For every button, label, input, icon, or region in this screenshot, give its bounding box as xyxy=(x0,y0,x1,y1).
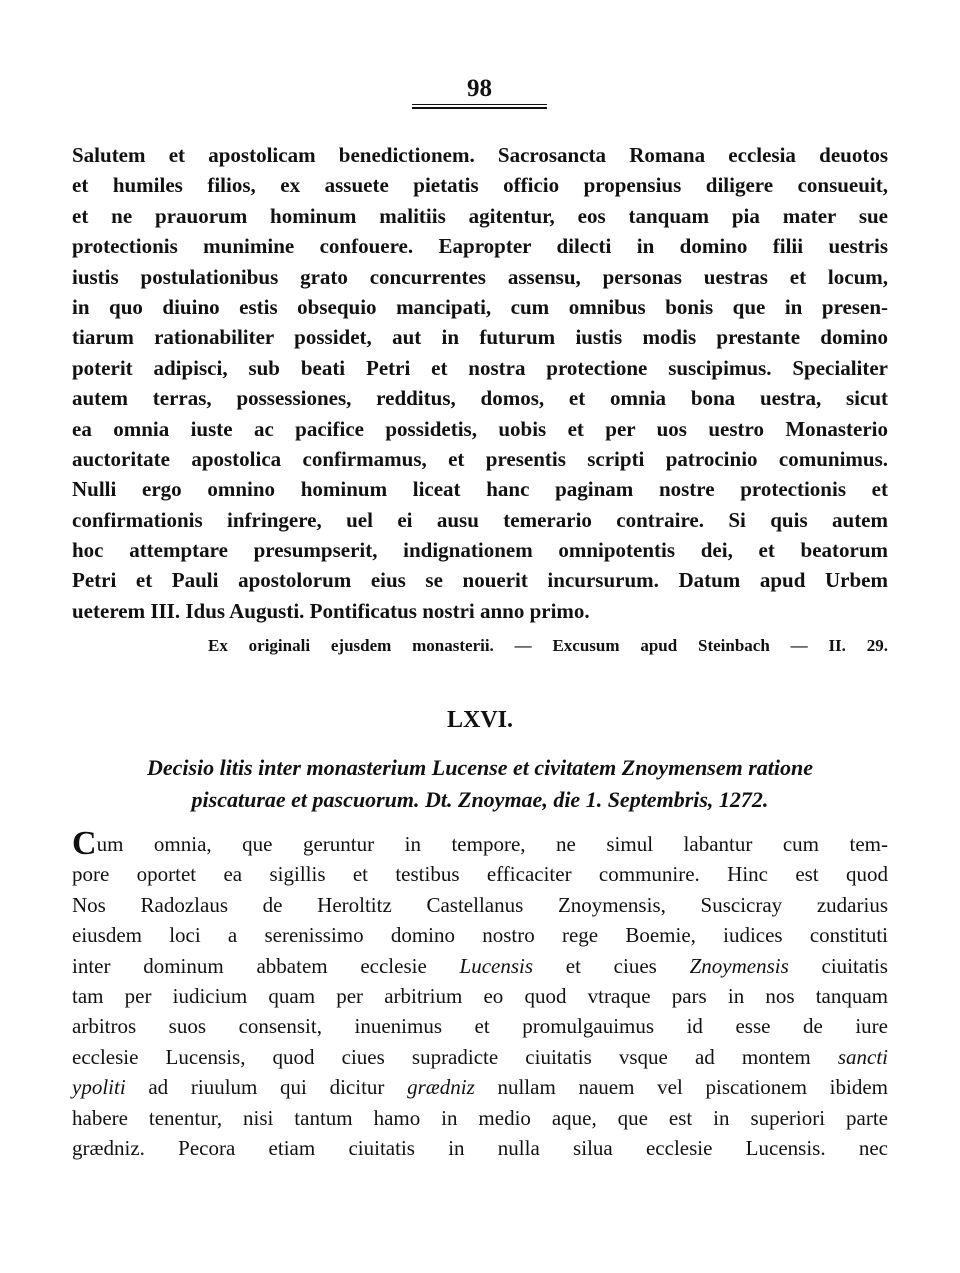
header-rule-thick xyxy=(412,107,547,109)
text-line: Nulli ergo omnino hominum liceat hanc paginam nostre protectionis et xyxy=(72,477,888,502)
text-line: protectionis munimine confouere. Eapropter dilecti in domino filii uestris xyxy=(72,234,888,259)
text-line: Salutem et apostolicam benedictionem. Sacrosancta Romana ecclesia deuotos xyxy=(72,143,888,167)
text-run: ad riuulum qui dicitur xyxy=(125,1075,408,1100)
text-line: tam per iudicium quam per arbitrium eo quod vtraque pars in nos tanquam xyxy=(72,983,888,1008)
document-number: LXVI. xyxy=(446,707,513,733)
text-line: ea omnia iuste ac pacifice possidetis, uobis et per uos uestro Monasterio xyxy=(72,416,888,441)
document-heading xyxy=(72,752,888,816)
text-line xyxy=(72,1042,888,1072)
italic-place-name: grædniz xyxy=(407,1075,475,1100)
text-line-with-initial xyxy=(72,825,888,862)
heading-line: Decisio litis inter monasterium Lucense et civitatem Znoymensem ratione xyxy=(146,755,814,780)
italic-place-name: ypoliti xyxy=(72,1075,126,1100)
text-line: tiarum rationabiliter possidet, aut in futurum iustis modis prestante domino xyxy=(72,325,888,350)
page-number: 98 xyxy=(467,75,492,102)
text-line: poterit adipisci, sub beati Petri et nostra protectione suscipimus. Specialiter xyxy=(72,355,888,380)
italic-place-name: Znoymensis xyxy=(689,953,789,978)
text-run: et ciues xyxy=(533,953,690,978)
text-line xyxy=(72,1072,888,1102)
charter-text-continued xyxy=(72,140,888,626)
text-run: ciuitatis xyxy=(788,953,888,978)
text-run: nullam nauem vel piscationem ibidem xyxy=(474,1075,888,1100)
text-line: eiusdem loci a serenissimo domino nostro rege Boemie, iudices constituti xyxy=(72,923,888,948)
italic-place-name: Lucensis xyxy=(459,953,534,978)
text-line: in quo diuino estis obsequio mancipati, cum omnibus bonis que in presen- xyxy=(72,294,888,319)
text-line: Nos Radozlaus de Heroltitz Castellanus Znoymensis, Suscicray zudarius xyxy=(72,892,888,917)
text-line: auctoritate apostolica confirmamus, et presentis scripti patrocinio comunimus. xyxy=(72,446,888,471)
text-line: arbitros suos consensit, inuenimus et promulgauimus id esse de iure xyxy=(72,1014,888,1039)
italic-place-name: sancti xyxy=(837,1044,888,1069)
text-line: ueterem III. Idus Augusti. Pontificatus nostri anno primo. xyxy=(72,598,590,623)
source-note: Ex originali ejusdem monasterii. — Excusum apud Steinbach — II. 29. xyxy=(208,636,888,655)
text-run: inter dominum abbatem ecclesie xyxy=(72,953,460,978)
text-line: habere tenentur, nisi tantum hamo in medio aque, que est in superiori parte xyxy=(72,1105,888,1130)
charter-text-lxvi xyxy=(72,825,888,1163)
text-line: iustis postulationibus grato concurrentes assensu, personas uestras et locum, xyxy=(72,264,888,289)
text-line: autem terras, possessiones, redditus, domos, et omnia bona uestra, sicut xyxy=(72,386,888,411)
heading-line: piscaturae et pascuorum. Dt. Znoymae, die 1. Septembris, 1272. xyxy=(191,787,769,812)
text-line: hoc attemptare presumpserit, indignationem omnipotentis dei, et beatorum xyxy=(72,538,888,563)
text-line: confirmationis infringere, uel ei ausu temerario contraire. Si quis autem xyxy=(72,507,888,532)
text-line: grædniz. Pecora etiam ciuitatis in nulla silua ecclesie Lucensis. nec xyxy=(72,1135,888,1160)
text-run: um omnia, que geruntur in tempore, ne simul labantur cum tem- xyxy=(96,832,888,856)
text-line: pore oportet ea sigillis et testibus efficaciter communire. Hinc est quod xyxy=(72,862,888,887)
header-rule-thin xyxy=(412,104,547,105)
text-line xyxy=(72,951,888,981)
text-line: Petri et Pauli apostolorum eius se nouerit incursurum. Datum apud Urbem xyxy=(72,568,888,593)
drop-cap-initial: C xyxy=(72,825,97,862)
text-run: ecclesie Lucensis, quod ciues supradicte ciuitatis vsque ad montem xyxy=(72,1044,838,1069)
text-line: et humiles filios, ex assuete pietatis officio propensius diligere consueuit, xyxy=(72,173,888,198)
text-line: et ne prauorum hominum malitiis agitentur, eos tanquam pia mater sue xyxy=(72,203,888,228)
